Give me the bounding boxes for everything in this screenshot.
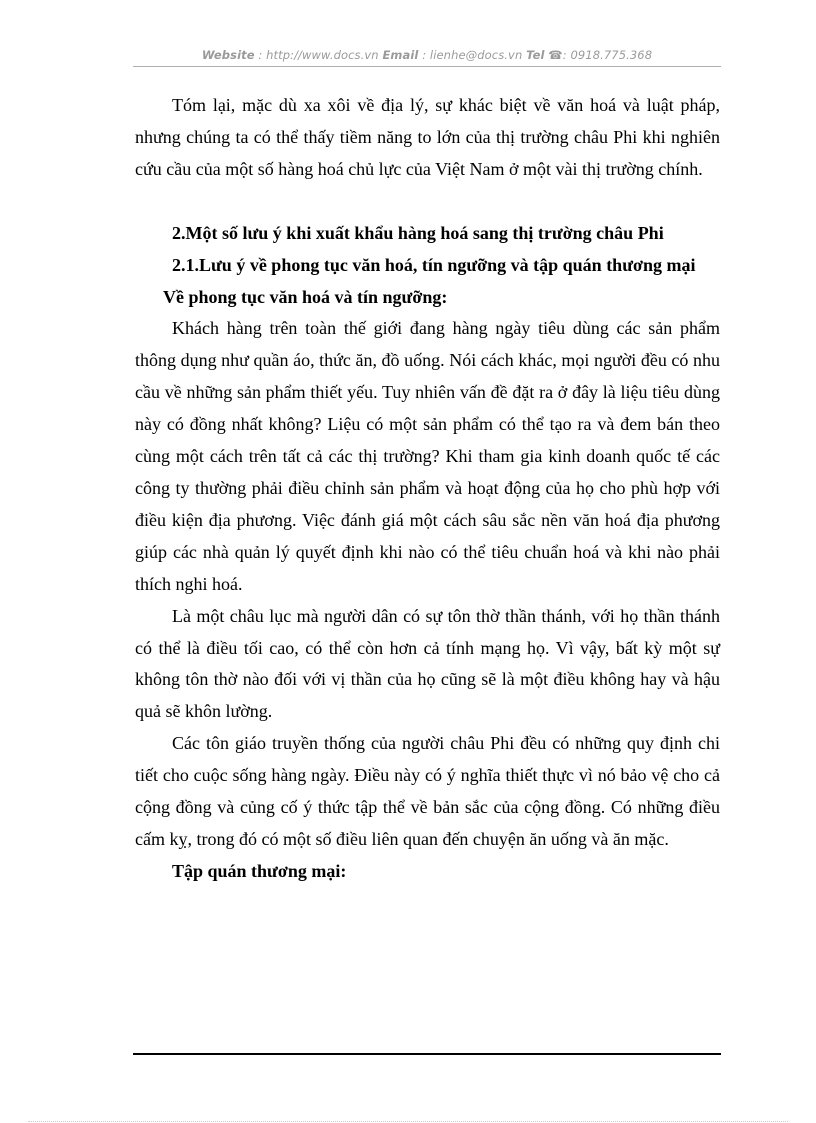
tel-label: Tel xyxy=(526,48,545,62)
paragraph-consumers: Khách hàng trên toàn thế giới đang hàng ngày tiêu dùng các sản phẩm thông dụng như quần áo, thức ăn, đồ uống. Nói cách khác, mọi người đều có nhu cầu về những sản phẩm thiết yếu. Tuy nhiên vấn đề đặt ra ở đây là liệu tiêu dùng này có đồng nhất không? Liệu có một sản phẩm có thể tạo ra và đem bán theo cùng một cách trên tất cả các thị trường? Khi tham gia kinh doanh quốc tế các công ty thường phải điều chỉnh sản phẩm và hoạt động của họ cho phù hợp với điều kiện địa phương. Việc đánh giá một cách sâu sắc nền văn hoá địa phương giúp các nhà quản lý quyết định khi nào có thể tiêu chuẩn hoá và khi nào phải thích nghi hoá. xyxy=(135,318,720,594)
page-edge xyxy=(28,1121,788,1122)
website-label: Website xyxy=(201,48,255,62)
paragraph-religions: Các tôn giáo truyền thống của người châu Phi đều có những quy định chi tiết cho cuộc sống hàng ngày. Điều này có ý nghĩa thiết thực vì nó bảo vệ cho cả cộng đồng và củng cố ý thức tập thể về bản sắc của cộng đồng. Có những điều cấm kỵ, trong đó có một số điều liên quan đến chuyện ăn uống và ăn mặc. xyxy=(135,733,720,849)
header-rule xyxy=(133,66,721,67)
email-label: Email xyxy=(382,48,419,62)
heading-trade-customs: Tập quán thương mại: xyxy=(172,860,347,881)
phone-icon: ☎ xyxy=(548,48,563,62)
heading-culture-beliefs: Về phong tục văn hoá và tín ngưỡng: xyxy=(163,286,448,307)
heading-section-2-1: 2.1.Lưu ý về phong tục văn hoá, tín ngưỡng và tập quán thương mại xyxy=(172,254,696,275)
footer-rule xyxy=(133,1053,721,1055)
heading-section-2: 2.Một số lưu ý khi xuất khẩu hàng hoá sang thị trường châu Phi xyxy=(172,222,664,243)
section-gap xyxy=(135,186,720,218)
website-value: : http://www.docs.vn xyxy=(258,48,379,62)
tel-value: : 0918.775.368 xyxy=(562,48,653,62)
paragraph-worship: Là một châu lục mà người dân có sự tôn thờ thần thánh, với họ thần thánh có thể là điều tối cao, có thể còn hơn cả tính mạng họ. Vì vậy, bất kỳ một sự không tôn thờ nào đối với vị thần của họ cũng sẽ là một điều không hay và hậu quả sẽ khôn lường. xyxy=(135,605,720,722)
page-header xyxy=(133,48,721,66)
paragraph-summary: Tóm lại, mặc dù xa xôi về địa lý, sự khác biệt về văn hoá và luật pháp, nhưng chúng ta có thể thấy tiềm năng to lớn của thị trường châu Phi khi nghiên cứu cầu của một số hàng hoá chủ lực của Việt Nam ở một vài thị trường chính. xyxy=(135,95,720,179)
document-body xyxy=(135,90,720,888)
email-value: : lienhe@docs.vn xyxy=(422,48,523,62)
